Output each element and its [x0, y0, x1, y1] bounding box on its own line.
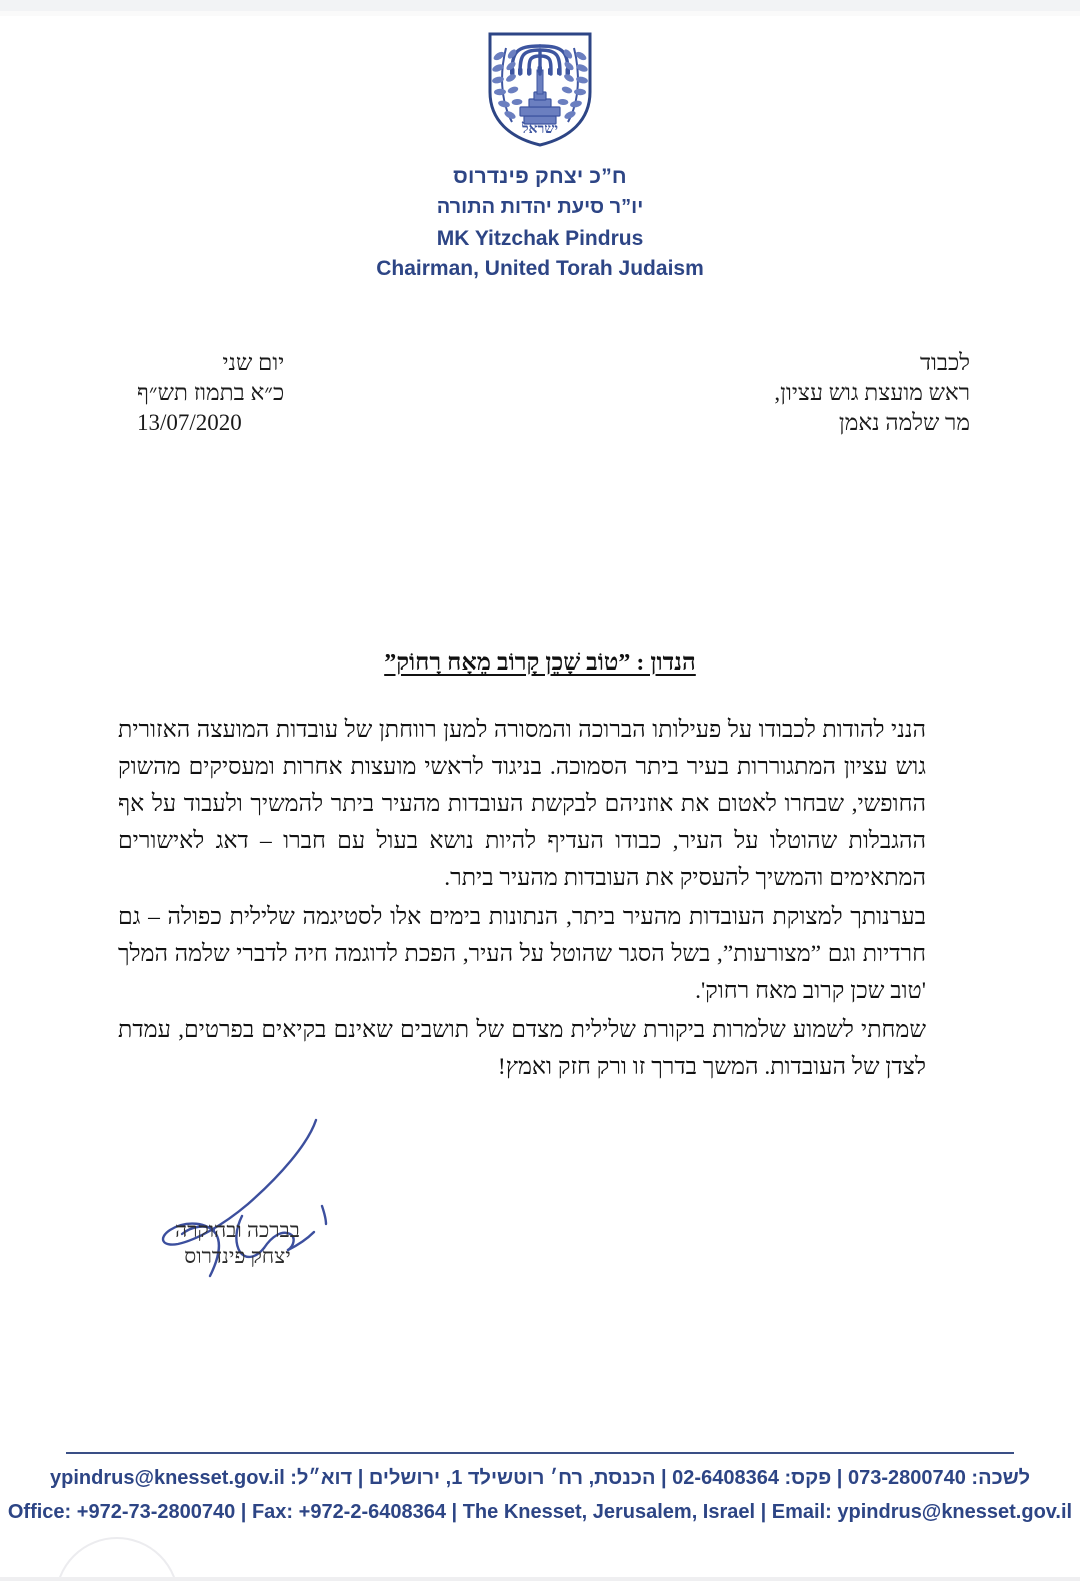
scan-edge-bottom — [0, 1577, 1080, 1581]
subject-line — [0, 650, 1080, 677]
scan-edge-curl — [55, 1537, 179, 1581]
signature-text — [130, 1217, 345, 1269]
scan-edge-top-soft — [0, 11, 1080, 16]
letterhead-role-en: Chairman, United Torah Judaism — [376, 257, 704, 280]
footer-divider — [66, 1452, 1014, 1454]
addressee-name: מר שלמה נאמן — [838, 410, 970, 435]
scan-edge-top — [0, 0, 1080, 11]
letterhead-role-he: יו”ר סיעת יהדות התורה — [436, 196, 644, 218]
svg-text:ישראל: ישראל — [522, 122, 558, 137]
addressee-title: ראש מועצת גוש עציון, — [774, 380, 970, 405]
letterhead-name-en: MK Yitzchak Pindrus — [436, 227, 644, 250]
date-hebrew: כ״א בתמוז תש״ף — [137, 380, 285, 405]
footer-english: Office: +972-73-2800740 | Fax: +972-2-6408364 | The Knesset, Jerusalem, Israel | Email: ypindrus@knesset.gov.il — [7, 1501, 1073, 1523]
signature-block — [130, 1100, 380, 1290]
body-paragraph: בערנותך למצוקת העובדות מהעיר ביתר, הנתונות בימים אלו לסטיגמה שלילית כפולה – גם חרדיות וגם ”מצורעות”, בשל הסגר שהוטל על העיר, הפכת לדוגמה חיה לדברי שלמה המלך 'טוב שכן קרוב מאח רחוק'. — [118, 904, 926, 1004]
signature-closing: בברכה ובהוקרה — [175, 1218, 300, 1242]
addressee-salutation: לכבוד — [919, 350, 970, 375]
date-gregorian: 13/07/2020 — [137, 410, 242, 435]
letterhead-name-he: ח”כ יצחק פינדרוס — [453, 165, 627, 188]
body-paragraph: הנני להודות לכבודו על פעילותו הברוכה והמסורה למען רווחתן של עובדות המועצה האזורית גוש עציון המתגוררות בעיר ביתר הסמוכה. בניגוד לראשי מועצות אחרות ומעסיקים מהשוק החופשי, שבחרו לאטום את אוזניהם לבקשת העובדות מהעיר ביתר להמשיך ולעבוד על אף ההגבלות שהוטלו על העיר, כבודו העדיף להיות נושא בעול עם חברו – דאג לאישורים המתאימים והמשיך להעסיק את העובדות מהעיר ביתר. — [118, 717, 926, 891]
addressee-block — [774, 348, 970, 438]
date-weekday: יום שני — [222, 350, 285, 375]
subject-text: הנדון : ”טוֹב שָׁכֵן קָרוֹב מֵאָח רָחוֹק” — [384, 650, 696, 676]
footer — [0, 1462, 1080, 1528]
letter-body — [118, 712, 926, 1088]
body-paragraph: שמחתי לשמוע שלמרות ביקורת שלילית מצדם של תושבים שאינם בקיאים בפרטים, עמדת לצדן של העובדות. המשך בדרך זו ורק חזק ואמץ! — [118, 1017, 926, 1080]
footer-hebrew: לשכה: 073-2800740 | פקס: 02-6408364 | הכנסת, רח׳ רוטשילד 1, ירושלים | דוא״ל: ypindrus@knesset.gov.il — [50, 1467, 1030, 1489]
date-block — [137, 348, 284, 438]
israel-state-emblem-icon — [484, 30, 596, 148]
signature-name: יצחק פינדרוס — [184, 1244, 291, 1268]
letterhead — [0, 30, 1080, 284]
